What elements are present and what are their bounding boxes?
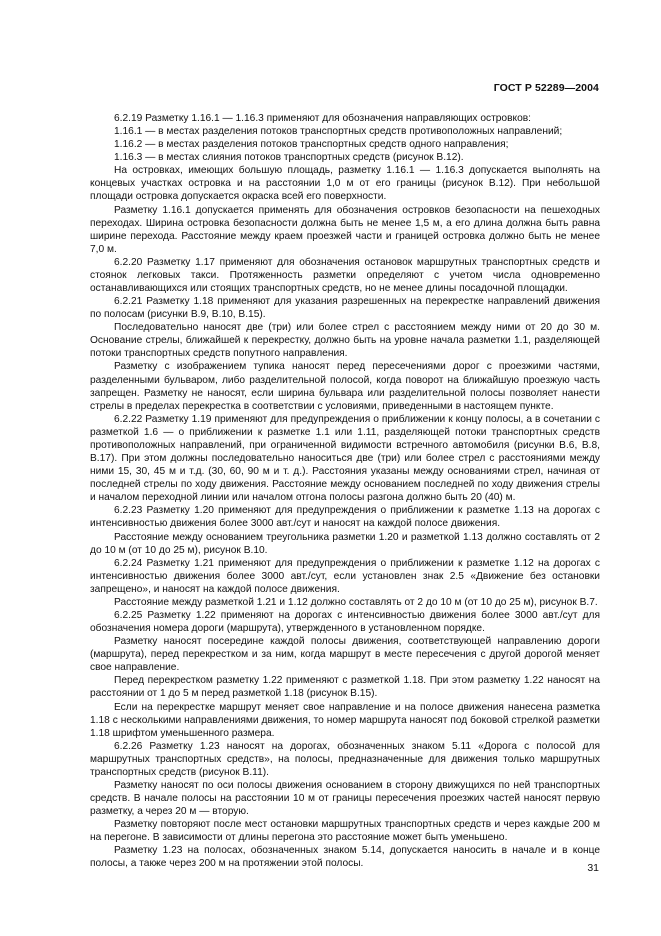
paragraph-triangle-distance: Расстояние между основанием треугольника разметки 1.20 и разметкой 1.13 должно составлять от 2 до 10 м (от 10 до 25 м), рисунок В.10. — [90, 531, 600, 556]
list-item-1-16-1: 1.16.1 — в местах разделения потоков транспортных средств противоположных направлений; — [114, 126, 563, 138]
paragraph-sign-5-14: Разметку 1.23 на полосах, обозначенных знаком 5.14, допускается наносить в начале и в конце полосы, а также через 200 м на протяжении этой полосы. — [90, 845, 600, 870]
paragraph-6-2-26: 6.2.26 Разметку 1.23 наносят на дорогах, обозначенных знаком 5.11 «Дорога с полосой для маршрутных транспортных средств», на полосы, предназначенные для движения только маршрутных транспортных средств (рисунок В.11). — [90, 740, 600, 778]
document-body — [90, 112, 600, 871]
paragraph-6-2-24: 6.2.24 Разметку 1.21 применяют для предупреждения о приближении к разметке 1.12 на дорогах с интенсивностью движения более 3000 авт./сут, если установлен знак 2.5 «Движение без остановки запрещено», и наносят на каждой полосе движения. — [90, 557, 600, 595]
paragraph-1-21-distance: Расстояние между разметкой 1.21 и 1.12 должно составлять от 2 до 10 м (от 10 до 25 м), рисунок В.7. — [114, 596, 598, 608]
paragraph-islands: На островках, имеющих большую площадь, разметку 1.16.1 — 1.16.3 допускается выполнять на концевых участках островка и на расстоянии 1,0 м от его границы (рисунок В.12). При небольшой площади островка допускается окраска всей его поверхности. — [90, 165, 600, 203]
paragraph-6-2-19: 6.2.19 Разметку 1.16.1 — 1.16.3 применяют для обозначения направляющих островков: — [114, 113, 531, 124]
list-item-1-16-3: 1.16.3 — в местах слияния потоков транспортных средств (рисунок В.12). — [114, 152, 464, 164]
paragraph-dead-end: Разметку с изображением тупика наносят перед пересечениями дорог с проезжими частями, разделенными бульваром, либо разделительной полосой, когда поворот на ближайшую проезжую часть запрещен. Разметку не наносят, если ширина бульвара или разделительной полосы позволяет нанести стрелы в пределах перекрестка в соответствии с условиями, приведенными в настоящем пункте. — [90, 361, 600, 412]
paragraph-before-intersection: Перед перекрестком разметку 1.22 применяют с разметкой 1.18. При этом разметку 1.22 наносят на расстоянии от 1 до 5 м перед разметкой 1.18 (рисунок В.15). — [90, 675, 600, 700]
paragraph-repeat-marking: Разметку повторяют после мест остановки маршрутных транспортных средств и через каждые 200 м на перегоне. В зависимости от длины перегона это расстояние может быть уменьшено. — [90, 819, 600, 844]
paragraph-6-2-23: 6.2.23 Разметку 1.20 применяют для предупреждения о приближении к разметке 1.13 на дорогах с интенсивностью движения более 3000 авт./сут и наносят на каждой полосе движения. — [90, 505, 600, 530]
paragraph-route-change: Если на перекрестке маршрут меняет свое направление и на полосе движения нанесена разметка 1.18 с несколькими направлениями движения, то номер маршрута наносят под боковой стрелкой разметки 1.18 шрифтом уменьшенного размера. — [90, 701, 600, 739]
paragraph-arrows-spacing: Последовательно наносят две (три) или более стрел с расстоянием между ними от 20 до 30 м. Основание стрелы, ближайшей к перекрестку, должно быть на уровне начала разметки 1.1, разделяющей потоки транспортных средств попутного направления. — [90, 322, 600, 360]
paragraph-6-2-25: 6.2.25 Разметку 1.22 применяют на дорогах с интенсивностью движения более 3000 авт./сут для обозначения номера дороги (маршрута), утвержденного в установленном порядке. — [90, 609, 600, 635]
paragraph-6-2-22: 6.2.22 Разметку 1.19 применяют для предупреждения о приближении к концу полосы, а в сочетании с разметкой 1.6 — о приближении к разметке 1.1 или 1.11, разделяющей потоки транспортных средств противоположных направлений, при ограниченной видимости встречного автомобиля (рисунки В.6, В.8, В.17). При этом должны последовательно наноситься две (три) или более стрел с расстояниями между ними 15, 30, 45 м и т.д. (30, 60, 90 м и т. д.). Расстояния указаны между основаниями стрел, начиная от последней стрелы по ходу движения. Расстояние между основанием последней по ходу движения стрелы и началом переходной линии или началом отгона полосы разгона должно быть 20 (40) м. — [90, 413, 600, 504]
list-item-1-16-2: 1.16.2 — в местах разделения потоков транспортных средств одного направления; — [114, 139, 509, 151]
paragraph-safety-islands: Разметку 1.16.1 допускается применять для обозначения островков безопасности на пешеходных переходах. Ширина островка безопасности должна быть не менее 1,5 м, а его длина должна быть равна ширине перехода. Расстояние между краем проезжей части и границей островка должно быть не менее 7,0 м. — [90, 204, 600, 255]
document-code-header: ГОСТ Р 52289—2004 — [493, 82, 599, 94]
paragraph-6-2-20: 6.2.20 Разметку 1.17 применяют для обозначения остановок маршрутных транспортных средств и стоянок легковых такси. Протяженность разметки определяют с учетом числа одновременно останавливающихся или стоящих транспортных средств, но не менее длины посадочной площадки. — [90, 256, 600, 295]
page-number: 31 — [587, 862, 599, 874]
paragraph-6-2-21: 6.2.21 Разметку 1.18 применяют для указания разрешенных на перекрестке направлений движения по полосам (рисунки В.9, В.10, В.15). — [90, 296, 600, 321]
paragraph-lane-axis: Разметку наносят по оси полосы движения основанием в сторону движущихся по ней транспортных средств. В начале полосы на расстоянии 10 м от границы пересечения проезжих частей наносят первую разметку, а через 20 м — вторую. — [90, 779, 600, 818]
paragraph-route-lane: Разметку наносят посередине каждой полосы движения, соответствующей направлению дороги (маршрута), перед перекрестком и за ним, когда маршрут в месте пересечения с другой дорогой меняет свое направление. — [90, 636, 600, 674]
